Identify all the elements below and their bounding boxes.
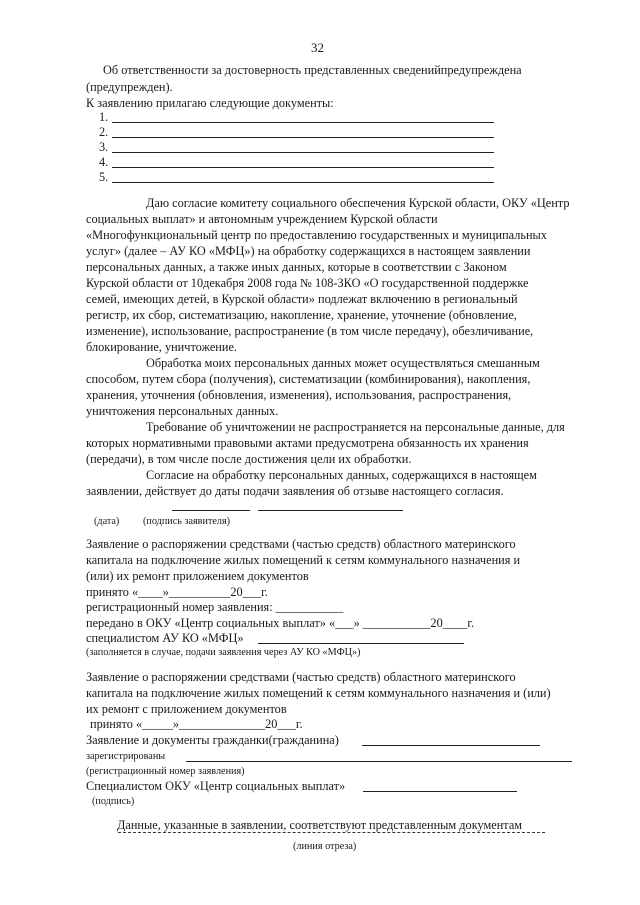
receipt2-specialist-line[interactable] <box>363 791 517 792</box>
attachment-item-5-line[interactable] <box>112 182 494 183</box>
attachment-item-1-line[interactable] <box>112 122 494 123</box>
receipt1-reg-number[interactable]: регистрационный номер заявления: ___________ <box>86 600 344 614</box>
attachment-item-2-line[interactable] <box>112 137 494 138</box>
consent-p4-line-2: заявлении, действует до даты подачи заявления об отзыве настоящего согласия. <box>86 484 504 498</box>
applicant-signature-line[interactable] <box>258 510 403 511</box>
receipt2-sign-note: (подпись) <box>92 796 135 807</box>
consent-p4-line-1: Согласие на обработку персональных данных, содержащихся в настоящем <box>146 468 537 482</box>
date-label: (дата) <box>94 516 120 527</box>
receipt2-reg-number-note: (регистрационный номер заявления) <box>86 766 245 777</box>
page-number: 32 <box>311 40 324 55</box>
applicant-signature-label: (подпись заявителя) <box>143 516 231 527</box>
receipt2-line-3: их ремонт с приложением документов <box>86 702 287 716</box>
consent-p1-line-1: Даю согласие комитету социального обеспечения Курской области, ОКУ «Центр <box>146 196 570 210</box>
receipt2-registered-label: зарегистрированы <box>86 751 166 762</box>
cut-line <box>118 832 545 833</box>
consent-p1-line-3: «Многофункциональный центр по предоставлению государственных и муниципальных <box>86 228 547 242</box>
receipt2-specialist-label: Специалистом ОКУ «Центр социальных выплат» <box>86 779 346 793</box>
receipt2-citizen-name-line[interactable] <box>362 745 540 746</box>
consent-p3-line-3: (передачи), в том числе после достижения цели их обработки. <box>86 452 412 466</box>
consent-p2-line-4: уничтожения персональных данных. <box>86 404 279 418</box>
receipt2-line-1: Заявление о распоряжении средствами (частью средств) областного материнского <box>86 670 516 684</box>
responsibility-line-2: (предупрежден). <box>86 80 173 94</box>
consent-p1-line-2: социальных выплат» и автономным учреждением Курской области <box>86 212 438 226</box>
receipt1-line-1: Заявление о распоряжении средствами (частью средств) областного материнского <box>86 537 516 551</box>
consent-p2-line-2: способом, путем сбора (получения), систематизации (комбинирования), накопления, <box>86 372 531 386</box>
attachment-item-2-number: 2. <box>99 125 109 139</box>
consent-p1-line-6: Курской области от 10декабря 2008 года № 108-ЗКО «О государственной поддержке <box>86 276 529 290</box>
consent-p1-line-9: изменение), использование, распространение (в том числе передачу), обезличивание, <box>86 324 534 338</box>
receipt1-line-3: (или) их ремонт приложением документов <box>86 569 309 583</box>
attachment-item-3-number: 3. <box>99 140 109 154</box>
receipt1-transferred-date[interactable]: передано в ОКУ «Центр социальных выплат» «___» ___________20____г. <box>86 616 475 630</box>
receipt1-accepted-date[interactable]: принято «____»__________20___г. <box>86 585 268 599</box>
receipt2-docs-label: Заявление и документы гражданки(гражданина) <box>86 733 339 747</box>
attachment-item-4-number: 4. <box>99 155 109 169</box>
receipt1-specialist-label: специалистом АУ КО «МФЦ» <box>86 631 244 645</box>
consent-p2-line-1: Обработка моих персональных данных может осуществляться смешанным <box>146 356 540 370</box>
date-line[interactable] <box>172 510 250 511</box>
data-match-statement: Данные, указанные в заявлении, соответствуют представленным документам <box>117 818 523 832</box>
receipt2-accepted-date[interactable]: принято «_____»______________20___г. <box>90 717 303 731</box>
consent-p3-line-1: Требование об уничтожении не распространяется на персональные данные, для <box>146 420 565 434</box>
responsibility-line-1: Об ответственности за достоверность представленных сведенийпредупреждена <box>103 63 522 77</box>
attachment-item-4-line[interactable] <box>112 167 494 168</box>
receipt2-reg-number-line[interactable] <box>186 761 572 762</box>
receipt1-note: (заполняется в случае, подачи заявления через АУ КО «МФЦ») <box>86 647 361 658</box>
attachments-intro: К заявлению прилагаю следующие документы: <box>86 96 334 110</box>
receipt1-specialist-line[interactable] <box>258 643 464 644</box>
receipt1-line-2: капитала на подключение жилых помещений к сетям коммунального назначения и <box>86 553 521 567</box>
receipt2-line-2: капитала на подключение жилых помещений к сетям коммунального назначения и (или) <box>86 686 551 700</box>
consent-p3-line-2: которых нормативными правовыми актами предусмотрена обязанность их хранения <box>86 436 529 450</box>
consent-p1-line-5: персональных данных, а также иных данных, которые в соответствии с Законом <box>86 260 507 274</box>
consent-p1-line-4: услуг» (далее – АУ КО «МФЦ») на обработку содержащихся в настоящем заявлении <box>86 244 531 258</box>
consent-p1-line-7: семей, имеющих детей, в Курской области» подлежат включению в региональный <box>86 292 518 306</box>
consent-p2-line-3: хранения, уточнения (обновления, изменения), использования, распространения, <box>86 388 512 402</box>
consent-p1-line-10: блокирование, уничтожение. <box>86 340 237 354</box>
consent-p1-line-8: регистр, их сбор, систематизацию, накопление, хранение, уточнение (обновление, <box>86 308 517 322</box>
attachment-item-5-number: 5. <box>99 170 109 184</box>
attachment-item-3-line[interactable] <box>112 152 494 153</box>
attachment-item-1-number: 1. <box>99 110 109 124</box>
cut-line-label: (линия отреза) <box>293 841 357 852</box>
